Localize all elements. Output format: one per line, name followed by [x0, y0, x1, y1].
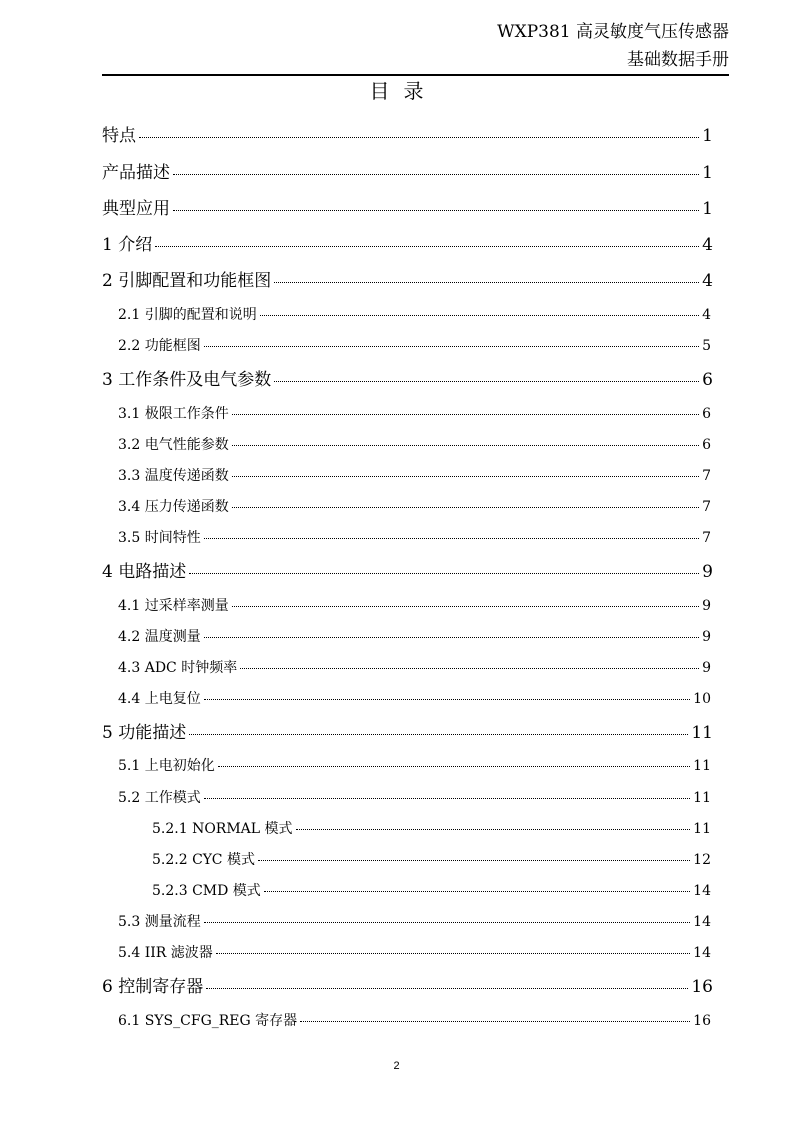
toc-entry[interactable] [152, 850, 711, 870]
toc-leader-dots [204, 798, 690, 799]
toc-entry[interactable] [102, 269, 713, 293]
toc-entry-page: 11 [693, 790, 711, 806]
toc-entry-label: 典型应用 [102, 199, 170, 219]
toc-entry-page: 14 [693, 945, 711, 961]
toc-entry[interactable] [102, 368, 713, 392]
toc-entry-page: 6 [702, 437, 711, 453]
toc-entry-page: 9 [702, 598, 711, 614]
toc-entry-page: 16 [691, 977, 713, 997]
toc-entry-label: 4.1 过采样率测量 [118, 598, 229, 614]
toc-entry-page: 11 [693, 758, 711, 774]
toc-entry-page: 1 [702, 199, 713, 219]
toc-entry-page: 9 [702, 562, 713, 582]
toc-entry-page: 11 [693, 821, 711, 837]
toc-entry-page: 1 [702, 126, 713, 146]
toc-entry-label: 6.1 SYS_CFG_REG 寄存器 [118, 1013, 298, 1029]
toc-entry-page: 9 [702, 629, 711, 645]
toc-entry[interactable] [118, 404, 711, 424]
toc-leader-dots [204, 346, 699, 347]
toc-entry-label: 5 功能描述 [102, 723, 187, 743]
toc-leader-dots [232, 606, 699, 607]
toc-entry-label: 1 介绍 [102, 235, 153, 255]
toc-entry-label: 3.3 温度传递函数 [118, 468, 229, 484]
toc-entry[interactable] [118, 497, 711, 517]
toc-leader-dots [274, 381, 699, 382]
toc-entry-page: 4 [702, 307, 711, 323]
header-title: WXP381 高灵敏度气压传感器 [497, 22, 729, 42]
toc-entry-page: 4 [702, 271, 713, 291]
toc-leader-dots [216, 953, 690, 954]
toc-entry-page: 10 [693, 691, 711, 707]
toc-entry[interactable] [102, 124, 713, 148]
toc-leader-dots [173, 210, 699, 211]
toc-entry[interactable] [102, 721, 713, 745]
toc-entry-label: 5.3 测量流程 [118, 914, 201, 930]
toc-leader-dots [240, 668, 699, 669]
toc-leader-dots [232, 476, 699, 477]
toc-entry[interactable] [118, 756, 711, 776]
toc-leader-dots [204, 538, 699, 539]
toc-entry-page: 14 [693, 883, 711, 899]
toc-entry[interactable] [118, 1011, 711, 1031]
toc-entry-label: 4 电路描述 [102, 562, 187, 582]
toc-entry-page: 6 [702, 406, 711, 422]
toc-entry-label: 6 控制寄存器 [102, 977, 204, 997]
toc-entry[interactable] [152, 881, 711, 901]
toc-entry-label: 产品描述 [102, 163, 170, 183]
toc-entry[interactable] [118, 788, 711, 808]
toc-entry-label: 2.2 功能框图 [118, 338, 201, 354]
toc-entry-page: 7 [702, 530, 711, 546]
toc-leader-dots [139, 137, 699, 138]
toc-leader-dots [232, 507, 699, 508]
toc-entry[interactable] [118, 305, 711, 325]
toc-leader-dots [218, 766, 690, 767]
toc-entry[interactable] [102, 233, 713, 257]
toc-entry-label: 特点 [102, 126, 136, 146]
toc-entry-label: 5.4 IIR 滤波器 [118, 945, 213, 961]
toc-entry-page: 9 [702, 660, 711, 676]
toc-entry-label: 5.1 上电初始化 [118, 758, 215, 774]
toc-leader-dots [204, 637, 699, 638]
toc-leader-dots [189, 734, 688, 735]
toc-entry-page: 7 [702, 499, 711, 515]
toc-leader-dots [274, 282, 699, 283]
toc-entry[interactable] [118, 658, 711, 678]
toc-entry[interactable] [118, 627, 711, 647]
toc-entry[interactable] [118, 336, 711, 356]
toc-leader-dots [258, 860, 690, 861]
toc-entry-label: 2 引脚配置和功能框图 [102, 271, 272, 291]
footer-page-number: 2 [393, 1060, 400, 1072]
toc-entry[interactable] [102, 560, 713, 584]
toc-leader-dots [260, 315, 699, 316]
toc-entry-page: 6 [702, 370, 713, 390]
toc-entry-label: 3 工作条件及电气参数 [102, 370, 272, 390]
toc-entry-page: 7 [702, 468, 711, 484]
toc-leader-dots [155, 246, 699, 247]
toc-entry-label: 5.2.1 NORMAL 模式 [152, 821, 293, 837]
toc-entry[interactable] [102, 161, 713, 185]
toc-leader-dots [296, 829, 691, 830]
toc-leader-dots [232, 445, 699, 446]
toc-entry-label: 3.5 时间特性 [118, 530, 201, 546]
toc-entry-label: 3.1 极限工作条件 [118, 406, 229, 422]
toc-leader-dots [204, 699, 690, 700]
toc-entry[interactable] [118, 435, 711, 455]
toc-entry[interactable] [102, 197, 713, 221]
toc-leader-dots [204, 922, 690, 923]
toc-entry[interactable] [118, 943, 711, 963]
toc-entry-label: 2.1 引脚的配置和说明 [118, 307, 257, 323]
toc-title: 目录 [369, 79, 438, 103]
toc-entry-page: 4 [702, 235, 713, 255]
toc-entry[interactable] [118, 689, 711, 709]
toc-entry[interactable] [152, 819, 711, 839]
toc-entry[interactable] [118, 596, 711, 616]
toc-entry-page: 5 [702, 338, 711, 354]
toc-entry-label: 5.2.3 CMD 模式 [152, 883, 261, 899]
toc-leader-dots [173, 174, 699, 175]
toc-leader-dots [300, 1021, 690, 1022]
toc-leader-dots [189, 573, 699, 574]
toc-entry-page: 14 [693, 914, 711, 930]
toc-entry-label: 5.2.2 CYC 模式 [152, 852, 255, 868]
toc-entry[interactable] [102, 975, 713, 999]
toc-entry-page: 11 [691, 723, 713, 743]
toc-entry-page: 16 [693, 1013, 711, 1029]
toc-leader-dots [264, 891, 690, 892]
toc-entry-label: 4.3 ADC 时钟频率 [118, 660, 238, 676]
toc-entry[interactable] [118, 466, 711, 486]
toc-entry-label: 3.4 压力传递函数 [118, 499, 229, 515]
toc-leader-dots [232, 414, 699, 415]
toc-entry-label: 4.4 上电复位 [118, 691, 201, 707]
toc-entry[interactable] [118, 528, 711, 548]
toc-entry[interactable] [118, 912, 711, 932]
toc-entry-page: 12 [693, 852, 711, 868]
toc-entry-label: 3.2 电气性能参数 [118, 437, 229, 453]
toc-entry-label: 5.2 工作模式 [118, 790, 201, 806]
toc-leader-dots [206, 988, 688, 989]
toc-entry-page: 1 [702, 163, 713, 183]
header-subtitle: 基础数据手册 [627, 50, 729, 70]
toc-entry-label: 4.2 温度测量 [118, 629, 201, 645]
